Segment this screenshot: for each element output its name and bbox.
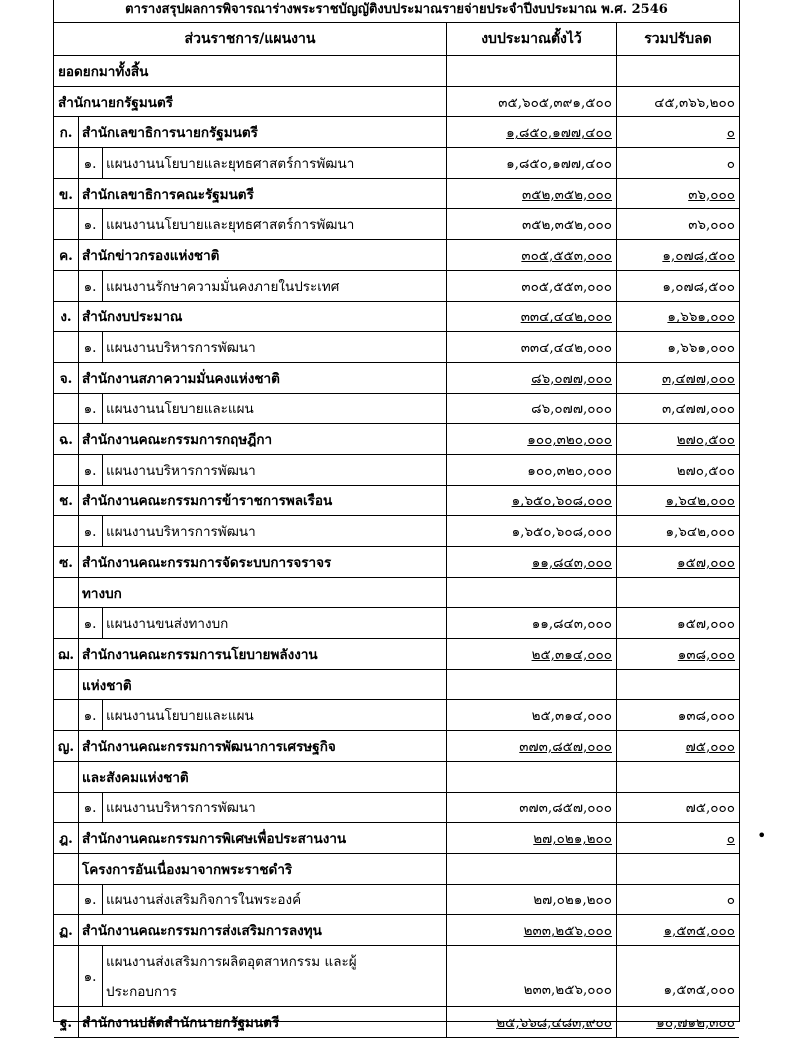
table-row <box>54 1007 739 1038</box>
row-label-gutter <box>54 608 79 638</box>
row-text: แผนงานบริหารการพัฒนา <box>106 462 256 479</box>
row-label: ช. <box>54 486 79 516</box>
row-label: ฐ. <box>54 1007 79 1037</box>
row-text: แผนงานบริหารการพัฒนา <box>106 524 256 541</box>
row-cut: ๑,๖๖๑,๐๐๐ <box>667 340 735 357</box>
table-row <box>54 915 739 946</box>
row-text: สำนักงานคณะกรรมการจัดระบบการจราจร <box>82 554 332 571</box>
row-text: แห่งชาติ <box>82 677 132 694</box>
row-cut <box>617 762 739 792</box>
row-label: ฉ. <box>54 424 79 454</box>
row-text: สำนักข่าวกรองแห่งชาติ <box>82 247 220 264</box>
row-text: แผนงานนโยบายและยุทธศาสตร์การพัฒนา <box>106 217 355 234</box>
row-cut: ๗๕,๐๐๐ <box>685 738 735 755</box>
row-cut: ๑๕๗,๐๐๐ <box>677 554 735 571</box>
row-cut <box>617 670 739 700</box>
row-unit-cell <box>54 271 447 301</box>
row-budget: ๒๗,๐๒๑,๒๐๐ <box>447 823 617 853</box>
row-label-gutter <box>54 332 79 362</box>
row-unit-cell <box>54 823 447 853</box>
row-plan-number: ๑. <box>78 332 103 362</box>
row-plan-number: ๑. <box>78 516 103 546</box>
row-plan-number: ๑. <box>78 608 103 638</box>
row-plan-number: ๑. <box>78 885 103 915</box>
row-budget: ๓๗๓,๘๕๗,๐๐๐ <box>447 731 617 761</box>
row-unit-cell <box>54 670 447 700</box>
row-budget: ๒๕,๓๑๔,๐๐๐ <box>447 639 617 669</box>
row-cut: ๒๗๐,๕๐๐ <box>676 462 735 479</box>
row-unit-cell <box>54 1007 447 1037</box>
row-budget: ๒๓๓,๒๕๖,๐๐๐ <box>447 946 617 1006</box>
row-cut: ๑,๖๖๑,๐๐๐ <box>667 309 735 326</box>
row-unit-cell <box>54 394 447 424</box>
row-label-gutter <box>54 885 79 915</box>
row-unit-cell <box>54 302 447 332</box>
table-row <box>54 455 739 486</box>
row-budget <box>447 670 617 700</box>
table-row <box>54 394 739 425</box>
row-unit-cell <box>54 915 447 945</box>
row-budget: ๑๑,๘๔๓,๐๐๐ <box>447 608 617 638</box>
row-budget: ๑,๘๕๐,๑๗๗,๔๐๐ <box>447 117 617 147</box>
row-text: สำนักงานคณะกรรมการกฤษฎีกา <box>82 432 273 449</box>
row-label: ญ. <box>54 731 79 761</box>
row-budget: ๘๖,๐๗๗,๐๐๐ <box>447 394 617 424</box>
header-cut: รวมปรับลด <box>644 31 712 47</box>
row-label: จ. <box>54 363 79 393</box>
table-row <box>54 240 739 271</box>
row-budget: ๒๕,๓๑๔,๐๐๐ <box>447 700 617 730</box>
page-title: ตารางสรุปผลการพิจารณาร่างพระราชบัญญัติงบประมาณรายจ่ายประจำปีงบประมาณ พ.ศ. 2546 <box>54 0 739 23</box>
row-label <box>54 670 79 700</box>
row-label-gutter <box>54 271 79 301</box>
table-header <box>54 23 739 56</box>
row-budget: ๑,๖๕๐,๖๐๘,๐๐๐ <box>447 516 617 546</box>
row-label: ข. <box>54 179 79 209</box>
row-cut: ๑๓๘,๐๐๐ <box>677 646 735 663</box>
row-budget: ๑,๘๕๐,๑๗๗,๔๐๐ <box>447 148 617 178</box>
row-budget: ๓๕๒,๓๕๒,๐๐๐ <box>447 179 617 209</box>
row-text: แผนงานรักษาความมั่นคงภายในประเทศ <box>106 278 340 295</box>
row-cut: ๓๖,๐๐๐ <box>688 217 735 234</box>
row-label-gutter <box>54 209 79 239</box>
row-cut: ๒๗๐,๕๐๐ <box>676 432 735 449</box>
row-unit-cell <box>54 486 447 516</box>
row-text: แผนงานขนส่งทางบก <box>106 616 229 633</box>
row-text: ยอดยกมาทั้งสิ้น <box>58 63 149 80</box>
row-text: แผนงานนโยบายและแผน <box>106 401 254 418</box>
row-unit-cell <box>54 946 447 1006</box>
table-row <box>54 854 739 885</box>
header-budget: งบประมาณตั้งไว้ <box>447 23 617 55</box>
row-unit-cell <box>54 209 447 239</box>
row-label: ซ. <box>54 547 79 577</box>
table-row <box>54 332 739 363</box>
row-unit-cell <box>54 87 447 117</box>
row-unit-cell <box>54 854 447 884</box>
row-budget <box>447 854 617 884</box>
row-cut: ๐ <box>726 155 735 172</box>
row-plan-number: ๑. <box>78 394 103 424</box>
row-budget: ๑๑,๘๔๓,๐๐๐ <box>447 547 617 577</box>
table-row <box>54 363 739 394</box>
row-cut: ๑,๕๓๕,๐๐๐ <box>663 981 735 998</box>
row-cut: ๓,๔๗๗,๐๐๐ <box>661 370 735 387</box>
row-unit-cell <box>54 639 447 669</box>
table-row <box>54 87 739 118</box>
row-cut: ๑,๕๓๕,๐๐๐ <box>663 923 735 940</box>
row-budget <box>447 762 617 792</box>
row-text: ทางบก <box>82 585 122 602</box>
row-unit-cell <box>54 731 447 761</box>
row-text: แผนงานส่งเสริมการผลิตอุตสาหกรรม และผู้ <box>106 953 357 970</box>
table-row <box>54 700 739 731</box>
row-cut <box>617 854 739 884</box>
header-unit: ส่วนราชการ/แผนงาน <box>54 23 447 55</box>
table-row <box>54 424 739 455</box>
row-cut: ๑,๐๗๘,๕๐๐ <box>662 278 735 295</box>
row-text: สำนักนายกรัฐมนตรี <box>58 94 173 111</box>
table-body <box>54 56 739 1038</box>
row-cut: ๔๕,๓๖๖,๒๐๐ <box>654 94 735 111</box>
row-unit-cell <box>54 117 447 147</box>
row-unit-cell <box>54 793 447 823</box>
table-row <box>54 148 739 179</box>
row-text: สำนักงานคณะกรรมการพิเศษเพื่อประสานงาน <box>82 831 347 848</box>
table-row <box>54 578 739 609</box>
row-text: สำนักงานคณะกรรมการข้าราชการพลเรือน <box>82 493 333 510</box>
row-cut: ๑,๖๔๒,๐๐๐ <box>665 524 735 541</box>
table-row <box>54 209 739 240</box>
row-cut: ๐ <box>726 125 735 142</box>
row-plan-number: ๑. <box>78 271 103 301</box>
row-cut: ๑๐,๗๑๒,๓๐๐ <box>656 1014 735 1031</box>
row-cut: ๑๓๘,๐๐๐ <box>677 708 735 725</box>
table-row <box>54 486 739 517</box>
row-text: แผนงานส่งเสริมกิจการในพระองค์ <box>106 892 302 909</box>
row-label: ฎ. <box>54 823 79 853</box>
row-cut: ๑,๐๗๘,๕๐๐ <box>662 247 735 264</box>
row-cut <box>617 56 739 86</box>
row-budget: ๘๖,๐๗๗,๐๐๐ <box>447 363 617 393</box>
row-budget <box>447 578 617 608</box>
row-text: แผนงานนโยบายและยุทธศาสตร์การพัฒนา <box>106 155 355 172</box>
row-cut: ๑๕๗,๐๐๐ <box>677 616 735 633</box>
row-cut: ๗๕,๐๐๐ <box>685 800 735 817</box>
row-budget: ๒๗,๐๒๑,๒๐๐ <box>447 885 617 915</box>
table-row <box>54 946 739 1007</box>
row-cut: ๓๖,๐๐๐ <box>688 186 735 203</box>
row-label: ง. <box>54 302 79 332</box>
table-row <box>54 608 739 639</box>
row-budget: ๓๕,๖๐๕,๓๙๑,๕๐๐ <box>447 87 617 117</box>
row-budget: ๓๕๒,๓๕๒,๐๐๐ <box>447 209 617 239</box>
row-plan-number: ๑. <box>78 209 103 239</box>
row-cut <box>617 578 739 608</box>
row-text: สำนักงานสภาความมั่นคงแห่งชาติ <box>82 370 280 387</box>
row-budget: ๓๐๕,๕๕๓,๐๐๐ <box>447 271 617 301</box>
row-label <box>54 578 79 608</box>
row-unit-cell <box>54 424 447 454</box>
row-label <box>54 854 79 884</box>
row-cut: ๐ <box>726 831 735 848</box>
row-plan-number: ๑. <box>78 793 103 823</box>
row-plan-number: ๑. <box>78 700 103 730</box>
row-label-gutter <box>54 516 79 546</box>
row-plan-number: ๑. <box>78 946 103 1006</box>
row-label-gutter <box>54 946 79 1006</box>
row-label: ฏ. <box>54 915 79 945</box>
table-row <box>54 56 739 87</box>
row-plan-number: ๑. <box>78 455 103 485</box>
row-unit-cell <box>54 516 447 546</box>
table-row <box>54 302 739 333</box>
budget-summary-page <box>53 0 740 1031</box>
row-unit-cell <box>54 179 447 209</box>
row-unit-cell <box>54 455 447 485</box>
row-budget: ๑,๖๕๐,๖๐๘,๐๐๐ <box>447 486 617 516</box>
row-cut: ๐ <box>726 892 735 909</box>
row-unit-cell <box>54 56 447 86</box>
row-unit-cell <box>54 578 447 608</box>
row-budget <box>447 56 617 86</box>
row-text: สำนักงานคณะกรรมการนโยบายพลังงาน <box>82 646 318 663</box>
row-text: สำนักงานคณะกรรมการพัฒนาการเศรษฐกิจ <box>82 738 336 755</box>
stray-mark: • <box>757 826 767 845</box>
table-row <box>54 885 739 916</box>
row-unit-cell <box>54 547 447 577</box>
row-text: สำนักเลขาธิการคณะรัฐมนตรี <box>82 186 254 203</box>
row-budget: ๑๐๐,๓๒๐,๐๐๐ <box>447 424 617 454</box>
row-text: สำนักเลขาธิการนายกรัฐมนตรี <box>82 125 258 142</box>
row-budget: ๒๕,๖๖๘,๔๘๓,๙๐๐ <box>447 1007 617 1037</box>
row-budget: ๓๓๔,๔๔๒,๐๐๐ <box>447 332 617 362</box>
table-row <box>54 179 739 210</box>
row-unit-cell <box>54 700 447 730</box>
row-cut: ๑,๖๔๒,๐๐๐ <box>665 493 735 510</box>
table-row <box>54 516 739 547</box>
table-row <box>54 670 739 701</box>
row-unit-cell <box>54 363 447 393</box>
row-text: แผนงานบริหารการพัฒนา <box>106 340 256 357</box>
table-row <box>54 639 739 670</box>
table-row <box>54 793 739 824</box>
row-unit-cell <box>54 762 447 792</box>
table-row <box>54 547 739 578</box>
row-label-gutter <box>54 148 79 178</box>
row-label-gutter <box>54 700 79 730</box>
row-label-gutter <box>54 394 79 424</box>
row-unit-cell <box>54 148 447 178</box>
row-budget: ๓๗๓,๘๕๗,๐๐๐ <box>447 793 617 823</box>
row-budget: ๓๓๔,๔๔๒,๐๐๐ <box>447 302 617 332</box>
row-budget: ๒๓๓,๒๕๖,๐๐๐ <box>447 915 617 945</box>
row-unit-cell <box>54 885 447 915</box>
table-row <box>54 731 739 762</box>
table-row <box>54 271 739 302</box>
table-row <box>54 117 739 148</box>
row-text: สำนักงบประมาณ <box>82 309 183 326</box>
row-text: สำนักงานปลัดสำนักนายกรัฐมนตรี <box>82 1014 280 1031</box>
row-unit-cell <box>54 332 447 362</box>
row-label-gutter <box>54 455 79 485</box>
row-cut: ๓,๔๗๗,๐๐๐ <box>661 401 735 418</box>
row-plan-number: ๑. <box>78 148 103 178</box>
row-label <box>54 762 79 792</box>
row-text-line2: ประกอบการ <box>106 983 177 1000</box>
row-text: แผนงานนโยบายและแผน <box>106 708 254 725</box>
table-row <box>54 762 739 793</box>
row-budget: ๓๐๕,๕๕๓,๐๐๐ <box>447 240 617 270</box>
row-label: ฌ. <box>54 639 79 669</box>
row-text: แผนงานบริหารการพัฒนา <box>106 800 256 817</box>
row-unit-cell <box>54 608 447 638</box>
row-text: สำนักงานคณะกรรมการส่งเสริมการลงทุน <box>82 923 322 940</box>
row-text: โครงการอันเนื่องมาจากพระราชดำริ <box>82 861 293 878</box>
row-label-gutter <box>54 793 79 823</box>
table-row <box>54 823 739 854</box>
row-text: และสังคมแห่งชาติ <box>82 769 189 786</box>
row-unit-cell <box>54 240 447 270</box>
row-label: ค. <box>54 240 79 270</box>
row-budget: ๑๐๐,๓๒๐,๐๐๐ <box>447 455 617 485</box>
row-label: ก. <box>54 117 79 147</box>
